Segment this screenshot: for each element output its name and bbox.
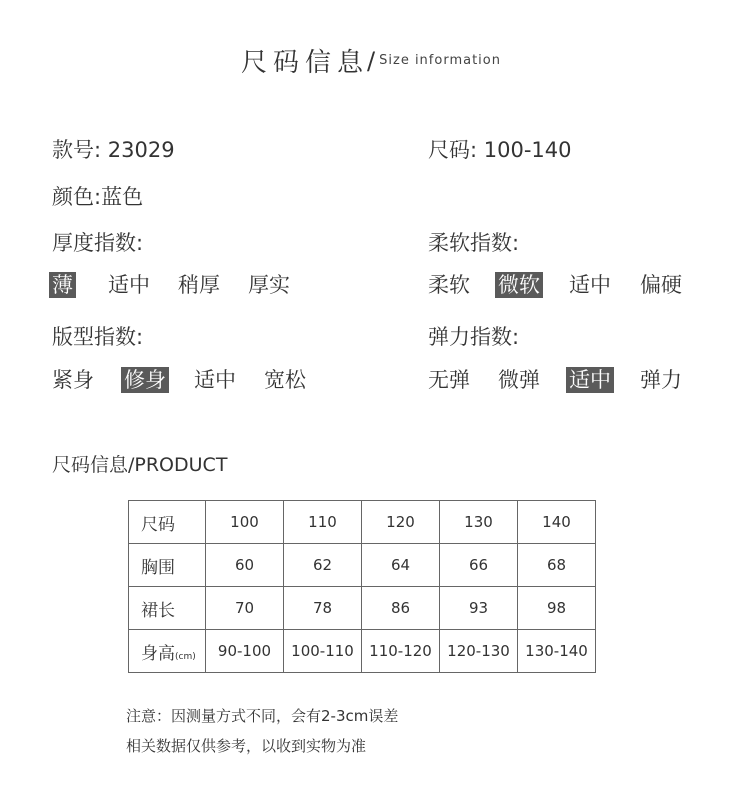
page-header [0, 42, 742, 79]
thickness-option-slightly-thick: 稍厚 [178, 273, 220, 297]
table-cell: 78 [284, 587, 362, 630]
table-cell: 64 [362, 544, 440, 587]
row-header [129, 587, 206, 630]
header-slash: / [367, 46, 376, 75]
row-header-label: 胸围 [141, 557, 175, 578]
size-range-value: 100-140 [483, 138, 572, 162]
table-cell: 93 [440, 587, 518, 630]
product-section-title: 尺码信息/PRODUCT [52, 454, 228, 476]
thickness-option-medium: 适中 [108, 273, 150, 297]
row-header-unit: (cm) [175, 651, 196, 662]
note-line-1: 注意：因测量方式不同，会有2-3cm误差 [126, 707, 399, 725]
table-row [129, 587, 596, 630]
fit-option-slim: 修身 [121, 367, 169, 393]
table-cell: 90-100 [206, 630, 284, 673]
softness-option-slightly-soft: 微软 [495, 272, 543, 298]
table-cell: 120-130 [440, 630, 518, 673]
size-table [128, 500, 596, 673]
color-info [52, 181, 143, 211]
row-header [129, 501, 206, 544]
softness-option-medium: 适中 [569, 273, 611, 297]
row-header [129, 630, 206, 673]
table-cell: 130 [440, 501, 518, 544]
table-cell: 60 [206, 544, 284, 587]
note-line-2: 相关数据仅供参考，以收到实物为准 [126, 737, 367, 755]
table-cell: 70 [206, 587, 284, 630]
color-value: 蓝色 [101, 185, 144, 209]
table-cell: 130-140 [518, 630, 596, 673]
size-range [428, 134, 572, 164]
size-range-label: 尺码: [428, 138, 478, 162]
row-header-label: 裙长 [141, 600, 175, 621]
row-header [129, 544, 206, 587]
table-cell: 140 [518, 501, 596, 544]
table-row [129, 501, 596, 544]
fit-option-loose: 宽松 [264, 368, 306, 392]
thickness-index-label: 厚度指数: [52, 231, 144, 255]
style-number-value: 23029 [107, 138, 175, 162]
table-row [129, 630, 596, 673]
elasticity-option-medium: 适中 [566, 367, 614, 393]
style-number-label: 款号: [52, 138, 102, 162]
header-title-zh: 尺码信息 [241, 48, 370, 78]
fit-option-tight: 紧身 [52, 368, 94, 392]
softness-option-soft: 柔软 [428, 273, 470, 297]
table-cell: 66 [440, 544, 518, 587]
thickness-option-thin: 薄 [49, 272, 76, 298]
elasticity-option-slight: 微弹 [498, 368, 540, 392]
softness-option-hard: 偏硬 [640, 273, 682, 297]
style-number [52, 134, 175, 164]
table-cell: 86 [362, 587, 440, 630]
fit-index-label: 版型指数: [52, 325, 144, 349]
table-cell: 62 [284, 544, 362, 587]
table-cell: 100-110 [284, 630, 362, 673]
elasticity-option-none: 无弹 [428, 368, 470, 392]
color-label: 颜色: [52, 185, 102, 209]
table-cell: 68 [518, 544, 596, 587]
elasticity-option-stretchy: 弹力 [640, 368, 682, 392]
table-cell: 100 [206, 501, 284, 544]
table-row [129, 544, 596, 587]
table-cell: 110-120 [362, 630, 440, 673]
elasticity-index-label: 弹力指数: [428, 325, 520, 349]
table-cell: 110 [284, 501, 362, 544]
row-header-label: 身高 [141, 643, 175, 664]
softness-index-label: 柔软指数: [428, 231, 520, 255]
thickness-option-thick: 厚实 [248, 273, 290, 297]
header-title-en: Size information [379, 53, 501, 68]
table-cell: 98 [518, 587, 596, 630]
row-header-label: 尺码 [141, 514, 175, 535]
table-cell: 120 [362, 501, 440, 544]
fit-option-medium: 适中 [194, 368, 236, 392]
